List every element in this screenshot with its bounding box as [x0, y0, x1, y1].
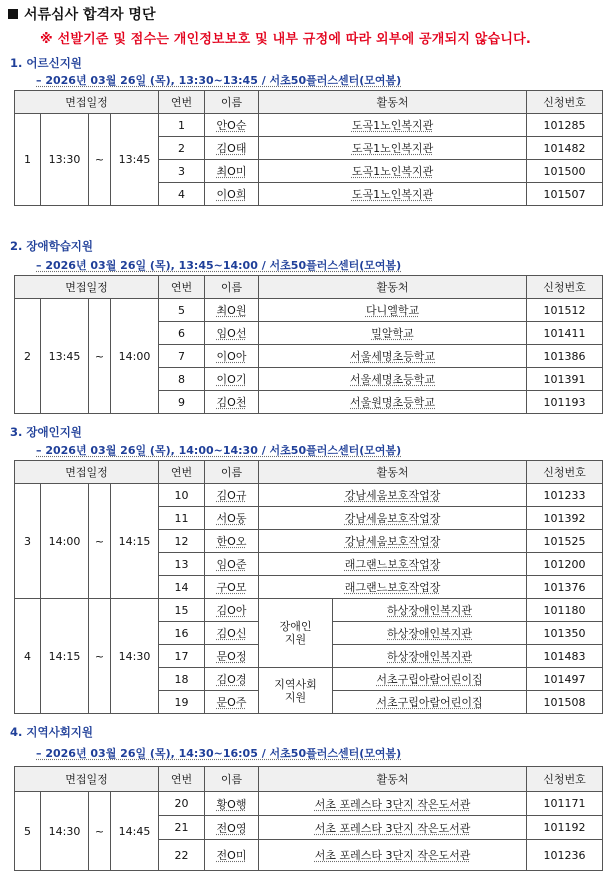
appno-cell: 101193	[527, 391, 603, 414]
header-seq: 연번	[159, 767, 205, 792]
seq-cell: 2	[159, 137, 205, 160]
name-cell: 이O희	[205, 183, 259, 206]
name-cell: 한O오	[205, 530, 259, 553]
name-cell: 안O순	[205, 114, 259, 137]
seq-cell: 8	[159, 368, 205, 391]
appno-cell: 101411	[527, 322, 603, 345]
appno-cell: 101512	[527, 299, 603, 322]
section-heading-disability-learning: 2. 장애학습지원	[10, 239, 94, 253]
group-start: 13:30	[41, 114, 89, 206]
group-end: 14:15	[111, 484, 159, 599]
header-seq: 연번	[159, 461, 205, 484]
header-seq: 연번	[159, 276, 205, 299]
appno-cell: 101482	[527, 137, 603, 160]
org-cell: 도곡1노인복지관	[259, 183, 527, 206]
appno-cell: 101497	[527, 668, 603, 691]
group-sep: ~	[89, 114, 111, 206]
name-cell: 이O기	[205, 368, 259, 391]
name-cell: 전O영	[205, 816, 259, 840]
appno-cell: 101525	[527, 530, 603, 553]
seq-cell: 16	[159, 622, 205, 645]
header-name: 이름	[205, 91, 259, 114]
name-cell: 서O동	[205, 507, 259, 530]
org-cell: 하상장애인복지관	[333, 645, 527, 668]
seq-cell: 22	[159, 840, 205, 871]
seq-cell: 3	[159, 160, 205, 183]
header-interview: 면접일정	[15, 91, 159, 114]
org-cell: 하상장애인복지관	[333, 599, 527, 622]
seq-cell: 13	[159, 553, 205, 576]
org-cell: 다니엘학교	[259, 299, 527, 322]
section-heading-elderly: 1. 어르신지원	[10, 56, 82, 70]
document-title: 서류심사 합격자 명단	[8, 4, 155, 24]
seq-cell: 20	[159, 792, 205, 816]
header-name: 이름	[205, 767, 259, 792]
group-end: 13:45	[111, 114, 159, 206]
seq-cell: 14	[159, 576, 205, 599]
seq-cell: 17	[159, 645, 205, 668]
org-cell: 서초 포레스타 3단지 작은도서관	[259, 816, 527, 840]
name-cell: 문O정	[205, 645, 259, 668]
appno-cell: 101200	[527, 553, 603, 576]
subgroup-label-disabled: 장애인 지원	[259, 599, 333, 668]
section-heading-community: 4. 지역사회지원	[10, 725, 94, 739]
appno-cell: 101483	[527, 645, 603, 668]
name-cell: 문O주	[205, 691, 259, 714]
org-cell: 서울원명초등학교	[259, 391, 527, 414]
name-cell: 김O천	[205, 391, 259, 414]
org-cell: 서초 포레스타 3단지 작은도서관	[259, 840, 527, 871]
name-cell: 김O규	[205, 484, 259, 507]
group-no: 2	[15, 299, 41, 414]
group-sep: ~	[89, 484, 111, 599]
org-cell: 서초 포레스타 3단지 작은도서관	[259, 792, 527, 816]
group-start: 14:00	[41, 484, 89, 599]
table-header-row	[15, 91, 603, 114]
table-header-row	[15, 461, 603, 484]
table-row	[15, 299, 603, 322]
seq-cell: 5	[159, 299, 205, 322]
seq-cell: 19	[159, 691, 205, 714]
org-cell: 강남세움보호작업장	[259, 484, 527, 507]
name-cell: 임O준	[205, 553, 259, 576]
name-cell: 최O원	[205, 299, 259, 322]
org-cell: 하상장애인복지관	[333, 622, 527, 645]
header-appno: 신청번호	[527, 767, 603, 792]
org-cell: 강남세움보호작업장	[259, 530, 527, 553]
header-name: 이름	[205, 461, 259, 484]
appno-cell: 101192	[527, 816, 603, 840]
org-cell: 서울세명초등학교	[259, 368, 527, 391]
header-org: 활동처	[259, 276, 527, 299]
header-appno: 신청번호	[527, 276, 603, 299]
table-header-row	[15, 276, 603, 299]
seq-cell: 6	[159, 322, 205, 345]
table-elderly	[14, 90, 603, 206]
header-interview: 면접일정	[15, 461, 159, 484]
privacy-notice: ※ 선발기준 및 점수는 개인정보보호 및 내부 규정에 따라 외부에 공개되지 않습니다.	[40, 32, 531, 47]
section-schedule-disabled-support: – 2026년 03월 26일 (목), 14:00~14:30 / 서초50플러스센터(모여봄)	[36, 444, 402, 457]
name-cell: 최O미	[205, 160, 259, 183]
seq-cell: 1	[159, 114, 205, 137]
name-cell: 김O태	[205, 137, 259, 160]
seq-cell: 11	[159, 507, 205, 530]
group-start: 14:15	[41, 599, 89, 714]
org-cell: 래그랜느보호작업장	[259, 576, 527, 599]
seq-cell: 10	[159, 484, 205, 507]
header-interview: 면접일정	[15, 767, 159, 792]
appno-cell: 101285	[527, 114, 603, 137]
table-row	[15, 484, 603, 507]
group-start: 13:45	[41, 299, 89, 414]
group-sep: ~	[89, 599, 111, 714]
appno-cell: 101376	[527, 576, 603, 599]
org-cell: 강남세움보호작업장	[259, 507, 527, 530]
subgroup-label-community: 지역사회 지원	[259, 668, 333, 714]
name-cell: 황O행	[205, 792, 259, 816]
header-org: 활동처	[259, 91, 527, 114]
table-disability-learning	[14, 275, 603, 414]
group-end: 14:45	[111, 792, 159, 871]
name-cell: 김O신	[205, 622, 259, 645]
header-appno: 신청번호	[527, 461, 603, 484]
section-schedule-disability-learning: – 2026년 03월 26일 (목), 13:45~14:00 / 서초50플러스센터(모여봄)	[36, 259, 402, 272]
name-cell: 김O아	[205, 599, 259, 622]
appno-cell: 101386	[527, 345, 603, 368]
header-org: 활동처	[259, 461, 527, 484]
header-seq: 연번	[159, 91, 205, 114]
appno-cell: 101350	[527, 622, 603, 645]
appno-cell: 101233	[527, 484, 603, 507]
seq-cell: 18	[159, 668, 205, 691]
header-appno: 신청번호	[527, 91, 603, 114]
seq-cell: 12	[159, 530, 205, 553]
group-start: 14:30	[41, 792, 89, 871]
org-cell: 래그랜느보호작업장	[259, 553, 527, 576]
section-schedule-community: – 2026년 03월 26일 (목), 14:30~16:05 / 서초50플러스센터(모여봄)	[36, 747, 402, 760]
org-cell: 밀알학교	[259, 322, 527, 345]
name-cell: 이O아	[205, 345, 259, 368]
seq-cell: 4	[159, 183, 205, 206]
name-cell: 임O선	[205, 322, 259, 345]
name-cell: 전O미	[205, 840, 259, 871]
appno-cell: 101508	[527, 691, 603, 714]
appno-cell: 101392	[527, 507, 603, 530]
section-schedule-elderly: – 2026년 03월 26일 (목), 13:30~13:45 / 서초50플러스센터(모여봄)	[36, 74, 402, 87]
appno-cell: 101236	[527, 840, 603, 871]
appno-cell: 101507	[527, 183, 603, 206]
org-cell: 서울세명초등학교	[259, 345, 527, 368]
square-bullet-icon	[8, 9, 18, 19]
org-cell: 서초구립아람어린이집	[333, 691, 527, 714]
group-end: 14:00	[111, 299, 159, 414]
seq-cell: 7	[159, 345, 205, 368]
group-sep: ~	[89, 299, 111, 414]
org-cell: 도곡1노인복지관	[259, 114, 527, 137]
table-row	[15, 792, 603, 816]
table-disabled-support	[14, 460, 603, 714]
appno-cell: 101180	[527, 599, 603, 622]
table-community	[14, 766, 603, 871]
name-cell: 김O경	[205, 668, 259, 691]
org-cell: 도곡1노인복지관	[259, 137, 527, 160]
group-no: 3	[15, 484, 41, 599]
table-row	[15, 114, 603, 137]
header-interview: 면접일정	[15, 276, 159, 299]
org-cell: 도곡1노인복지관	[259, 160, 527, 183]
group-no: 4	[15, 599, 41, 714]
section-heading-disabled-support: 3. 장애인지원	[10, 425, 82, 439]
seq-cell: 21	[159, 816, 205, 840]
table-header-row	[15, 767, 603, 792]
org-cell: 서초구립아람어린이집	[333, 668, 527, 691]
seq-cell: 15	[159, 599, 205, 622]
appno-cell: 101391	[527, 368, 603, 391]
group-no: 5	[15, 792, 41, 871]
group-sep: ~	[89, 792, 111, 871]
header-name: 이름	[205, 276, 259, 299]
group-end: 14:30	[111, 599, 159, 714]
table-row	[15, 599, 603, 622]
seq-cell: 9	[159, 391, 205, 414]
group-no: 1	[15, 114, 41, 206]
header-org: 활동처	[259, 767, 527, 792]
name-cell: 구O모	[205, 576, 259, 599]
appno-cell: 101500	[527, 160, 603, 183]
appno-cell: 101171	[527, 792, 603, 816]
